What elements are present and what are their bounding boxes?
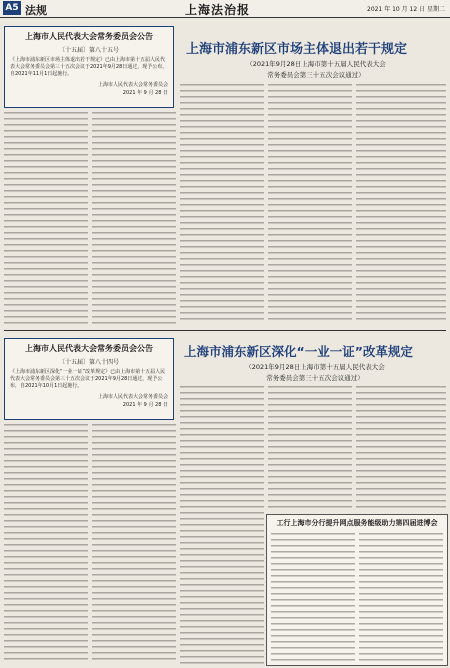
bottom-notice-box bbox=[4, 338, 174, 420]
top-col-3 bbox=[180, 84, 264, 324]
issue-date: 2021 年 10 月 12 日 星期二 bbox=[367, 6, 445, 13]
top-col-5 bbox=[356, 84, 446, 324]
bottom-article-title: 上海市浦东新区深化“一业一证”改革规定 bbox=[184, 344, 413, 359]
top-notice-sign: 上海市人民代表大会常务委员会 bbox=[97, 82, 168, 88]
top-article-title: 上海市浦东新区市场主体退出若干规定 bbox=[186, 42, 408, 57]
top-col-4 bbox=[268, 84, 352, 324]
page-number-badge: A5 bbox=[3, 1, 21, 15]
bottom-article-subtitle-2: 常务委员会第三十五次会议通过） bbox=[266, 374, 364, 382]
top-col-1 bbox=[4, 112, 88, 324]
bottom-col-4 bbox=[268, 386, 352, 510]
section-label: 法规 bbox=[25, 4, 47, 17]
top-notice-box bbox=[4, 26, 174, 108]
inner-news-title: 工行上海市分行提升网点服务能级助力第四届进博会 bbox=[276, 519, 438, 527]
top-notice-date: 2021 年 9 月 28 日 bbox=[122, 90, 168, 96]
top-article-subtitle: （2021年9月28日上海市第十五届人民代表大会 bbox=[246, 60, 386, 68]
bottom-col-5 bbox=[356, 386, 446, 510]
top-article-subtitle-2: 常务委员会第三十五次会议通过） bbox=[267, 71, 365, 79]
newspaper-name: 上海法治报 bbox=[185, 3, 251, 17]
top-notice-number: 〔十五届〕第八十五号 bbox=[58, 47, 119, 54]
bottom-col-2 bbox=[92, 424, 176, 664]
section-divider bbox=[4, 330, 446, 331]
inner-news-box bbox=[266, 514, 448, 666]
top-notice-body: 《上海市浦东新区市场主体退出若干规定》已由上海市第十五届人民代表大会常务委员会第三十五次会议于2021年9月28日通过，现予公布，自2021年11月1日起施行。 bbox=[10, 57, 168, 77]
bottom-col-1 bbox=[4, 424, 88, 664]
top-col-2 bbox=[92, 112, 176, 324]
bottom-notice-date: 2021 年 9 月 28 日 bbox=[122, 402, 168, 408]
bottom-notice-title: 上海市人民代表大会常务委员会公告 bbox=[25, 344, 153, 353]
top-notice-title: 上海市人民代表大会常务委员会公告 bbox=[25, 32, 153, 41]
bottom-notice-sign: 上海市人民代表大会常务委员会 bbox=[97, 394, 168, 400]
bottom-article-subtitle: （2021年9月28日上海市第十五届人民代表大会 bbox=[245, 363, 385, 371]
bottom-notice-body: 《上海市浦东新区深化“一业一证”改革规定》已由上海市第十五届人民代表大会常务委员会第三十五次会议于2021年9月28日通过，现予公布，自2021年10月1日起施行。 bbox=[10, 369, 166, 389]
masthead bbox=[0, 0, 450, 18]
bottom-notice-number: 〔十五届〕第八十四号 bbox=[58, 359, 119, 366]
bottom-col-3 bbox=[180, 386, 264, 664]
inner-news-col-1 bbox=[271, 533, 355, 661]
inner-news-col-2 bbox=[359, 533, 443, 661]
